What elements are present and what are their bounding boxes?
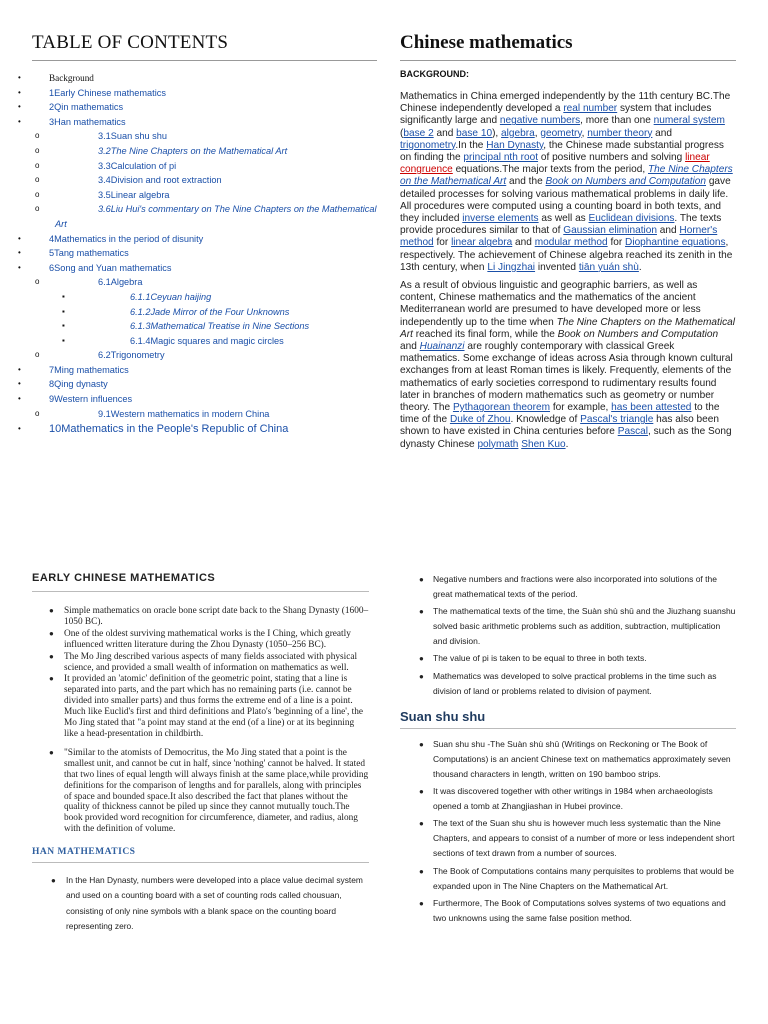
toc-item[interactable] — [18, 246, 377, 261]
toc-bullet: • — [18, 424, 21, 434]
early-section-title: EARLY CHINESE MATHEMATICS — [32, 572, 369, 592]
toc-item-number: 3.6 — [98, 204, 111, 215]
toc-item-number: 6.1.2 — [130, 306, 151, 317]
toc-item-label: Suan shu shu — [110, 131, 167, 142]
bullet-dot: ● — [419, 654, 424, 664]
toc-item-label: Ming mathematics — [54, 364, 129, 375]
article-link[interactable]: linear algebra — [451, 237, 513, 249]
list-item-text: Mathematics was developed to solve practical problems in the time such as division of land or problems related to division of payment. — [433, 670, 717, 696]
toc-item-label: Algebra — [110, 277, 143, 288]
article-text: gave detailed processes for solving various mathematical problems in daily life. All procedures were computed using a counting board in both texts, and they included — [400, 176, 731, 225]
article-link[interactable]: tiān yuán shù — [578, 261, 639, 273]
list-item-text: In the Han Dynasty, numbers were developed into a place value decimal system and used on a counting board with a set of counting rods called chousuan, consisting of only nine symbols with a blank space on the counting board representing zero. — [66, 875, 363, 931]
toc-bullet: o — [35, 204, 40, 214]
article-text: to the time of the — [400, 402, 720, 426]
toc-item-number: 6.1.1 — [130, 291, 151, 302]
toc-item[interactable] — [32, 144, 377, 159]
toc-item[interactable] — [32, 159, 377, 174]
article-link[interactable]: Gaussian elimination — [563, 225, 657, 237]
article-link[interactable]: algebra — [501, 127, 535, 139]
article-text: ), — [492, 127, 502, 139]
toc-item[interactable] — [18, 71, 377, 86]
han-continued-list — [419, 572, 736, 699]
article-link[interactable]: Pythagorean theorem — [452, 402, 551, 414]
list-item — [49, 628, 369, 651]
toc-item[interactable] — [32, 129, 377, 144]
toc-item-number: 5 — [49, 248, 55, 259]
article-text: , the Chinese made substantial progress on finding the — [400, 139, 724, 164]
toc-list — [18, 71, 377, 437]
article-link[interactable]: modular method — [534, 237, 608, 249]
toc-bullet: ▪ — [62, 306, 65, 316]
toc-item-label: Liu Hui's commentary on The Nine Chapters on the Mathematical Art — [55, 204, 377, 229]
toc-item-label: Han mathematics — [54, 116, 126, 127]
article-text: , such as the Song dynasty Chinese — [400, 426, 732, 450]
article-chinese-mathematics — [400, 32, 736, 517]
toc-bullet: o — [35, 350, 40, 360]
article-text: and — [652, 127, 673, 139]
article-link[interactable]: inverse elements — [462, 213, 539, 225]
list-item — [419, 816, 736, 861]
section-early-chinese-mathematics — [32, 572, 369, 1024]
toc-item-number: 1 — [49, 87, 55, 98]
toc-item[interactable] — [18, 115, 377, 130]
list-item — [419, 669, 736, 699]
article-text: system that includes significantly large and — [400, 103, 712, 127]
suan-shu-shu-list — [419, 737, 736, 926]
article-link[interactable]: Pascal's triangle — [580, 414, 654, 426]
article-link[interactable]: Diophantine equations — [625, 237, 726, 249]
list-item — [419, 896, 736, 926]
article-text: and — [512, 237, 535, 249]
article-link[interactable]: Book on Numbers and Computation — [545, 176, 707, 188]
article-link[interactable]: Huainanzi — [419, 341, 465, 353]
article-text: for — [433, 237, 452, 249]
bullet-dot: ● — [49, 651, 54, 661]
toc-item-number: 8 — [49, 379, 55, 390]
toc-item-label: Western mathematics in modern China — [110, 408, 270, 419]
toc-item[interactable] — [18, 392, 377, 407]
article-text: . — [565, 438, 569, 450]
article-link[interactable]: Pascal — [617, 426, 649, 438]
toc-item[interactable] — [18, 100, 377, 115]
toc-item-label: Calculation of pi — [110, 160, 177, 171]
toc-item-label: Background — [49, 73, 94, 83]
list-item — [49, 651, 369, 674]
article-text: for — [607, 237, 626, 249]
article-text: and — [433, 127, 457, 139]
list-item — [49, 674, 369, 739]
article-text: . — [638, 261, 642, 273]
list-item-text: Suan shu shu -The Suàn shù shū (Writings on Reckoning or The Book of Computations) is an ancient Chinese text on mathematics approximately seven thousand characters in length, written on 190 bamboo strips. — [433, 738, 731, 779]
bullet-dot: ● — [419, 607, 424, 617]
section-han-continued — [400, 572, 736, 1024]
toc-item-number: 3.4 — [98, 175, 111, 186]
toc-item[interactable] — [32, 334, 377, 349]
toc-item-number: 3.5 — [98, 189, 111, 200]
article-link[interactable]: negative numbers — [499, 115, 581, 127]
article-link[interactable]: real number — [563, 103, 618, 115]
article-text: has also been shown to have existed in China centuries before — [400, 414, 719, 438]
toc-item[interactable] — [18, 363, 377, 378]
toc-item-label: Trigonometry — [110, 350, 165, 361]
article-text: The Nine Chapters on the Mathematical Art — [400, 316, 735, 340]
background-paragraph-1 — [400, 91, 736, 274]
list-item — [419, 572, 736, 602]
bullet-dot: ● — [49, 606, 54, 615]
article-text: , respectively. The achievement of Chinese algebra reached its zenith in the 13th century, when — [400, 237, 733, 273]
toc-item-label: Mathematics in the period of disunity — [54, 233, 204, 244]
toc-item-label: Tang mathematics — [54, 248, 129, 259]
toc-item[interactable] — [32, 202, 377, 231]
article-link[interactable]: The Nine Chapters on the Mathematical Art — [400, 164, 733, 188]
toc-bullet: • — [18, 379, 21, 389]
bullet-dot: ● — [419, 671, 424, 681]
toc-item[interactable] — [32, 173, 377, 188]
article-text: invented — [535, 261, 579, 273]
list-item-text: It was discovered together with other writings in 1984 when archaeologists opened a tomb at Zhangjiashan in Hubei province. — [433, 786, 713, 812]
toc-item[interactable] — [32, 305, 377, 320]
table-of-contents — [18, 32, 377, 442]
toc-item-number: 4 — [49, 233, 55, 244]
toc-bullet: o — [35, 277, 40, 287]
toc-item-label: Mathematics in the People's Republic of China — [61, 423, 289, 436]
toc-item-number: 6.1 — [98, 277, 111, 288]
toc-item-number: 2 — [49, 102, 55, 113]
bullet-dot: ● — [49, 747, 54, 757]
bullet-dot: ● — [49, 674, 54, 684]
han-bullet-list — [51, 873, 369, 934]
toc-item[interactable] — [18, 377, 377, 392]
article-link[interactable]: Euclidean divisions — [588, 213, 675, 225]
article-text: As a result of obvious linguistic and geographic barriers, as well as content, Chinese mathematics and the mathematics of the ancient Mediterranean world are presumed to have developed more or less independently up to the time when — [400, 280, 701, 328]
toc-item[interactable] — [32, 319, 377, 334]
toc-bullet: o — [35, 145, 40, 155]
toc-item-label: Qing dynasty — [54, 379, 108, 390]
article-link[interactable]: principal nth root — [463, 152, 539, 164]
list-item-text: It provided an 'atomic' definition of the geometric point, stating that a line is separated into parts, and the part which has no remaining parts (i.e. cannot be divided into smaller parts) and thus forms the extreme end of a line is a point. Much like Euclid's first and third definitions and Plato's 'beginning of a line', the Mo Jing stated that "a point may stand at the end (of a line) or at its beginning like a head-presentation in childbirth. — [64, 674, 363, 739]
article-text: ( — [400, 127, 404, 139]
list-item — [419, 784, 736, 814]
toc-bullet: ▪ — [62, 291, 65, 301]
article-link[interactable]: Duke of Zhou — [449, 414, 511, 426]
toc-bullet: • — [18, 73, 21, 82]
toc-item-label: Division and root extraction — [110, 175, 222, 186]
article-link[interactable]: base 2 — [403, 127, 434, 139]
list-item-text: The value of pi is taken to be equal to three in both texts. — [433, 653, 647, 664]
list-item-text: One of the oldest surviving mathematical works is the I Ching, which greatly influenced written literature during the Zhou Dynasty (1050–256 BC). — [64, 628, 351, 650]
toc-item[interactable] — [18, 261, 377, 276]
article-link[interactable]: polymath — [477, 438, 519, 450]
article-text: reached its final form, while the — [412, 328, 558, 340]
toc-item-label: Western influences — [54, 394, 133, 405]
article-text: and — [400, 341, 420, 353]
toc-item-label: Song and Yuan mathematics — [54, 262, 172, 273]
article-text: for example, — [550, 402, 612, 414]
toc-item-label: Early Chinese mathematics — [54, 87, 166, 98]
toc-item-label: Jade Mirror of the Four Unknowns — [150, 306, 290, 317]
bullet-dot: ● — [49, 628, 54, 638]
toc-item-label: Linear algebra — [110, 189, 170, 200]
bullet-dot: ● — [419, 739, 424, 749]
bullet-dot: ● — [419, 575, 424, 584]
list-item — [49, 747, 369, 835]
han-section-title: HAN MATHEMATICS — [32, 847, 369, 863]
toc-item-label: Mathematical Treatise in Nine Sections — [150, 321, 310, 332]
list-item — [49, 606, 369, 628]
list-item-text: The mathematical texts of the time, the Suàn shù shū and the Jiuzhang suanshu solved basic arithmetic problems such as addition, subtraction, multiplication and division. — [433, 606, 736, 647]
toc-bullet: • — [18, 233, 21, 243]
toc-item[interactable] — [32, 188, 377, 203]
article-text: , — [534, 127, 541, 139]
list-item-text: "Similar to the atomists of Democritus, the Mo Jing stated that a point is the smallest unit, and cannot be cut in half, since 'nothing' cannot be halved. It stated that two lines of equal length will always finish at the same place,while providing definitions for the comparison of lengths and for parallels, along with principles of space and bounded space.It also described the fact that planes without the quality of thickness cannot be piled up since they cannot mutually touch.The book provided word recognition for circumference, diameter, and radius, along with the definition of volume. — [64, 747, 369, 835]
article-link[interactable]: base 10 — [456, 127, 493, 139]
toc-bullet: o — [35, 160, 40, 170]
toc-item-number: 6.2 — [98, 350, 111, 361]
toc-item[interactable] — [32, 348, 377, 363]
toc-bullet: • — [18, 394, 21, 404]
article-link[interactable]: has been attested — [611, 402, 692, 414]
article-text: Book on Numbers and Computation — [557, 328, 719, 340]
toc-item-number: 6.1.4 — [130, 335, 151, 346]
toc-item-label: Qin mathematics — [54, 102, 124, 113]
list-item — [419, 604, 736, 649]
suan-shu-shu-title: Suan shu shu — [400, 709, 736, 729]
list-item-text: The Book of Computations contains many perquisites to problems that would be expanded upon in The Nine Chapters on the Mathematical Art. — [433, 865, 734, 891]
bullet-dot: ● — [51, 876, 56, 886]
toc-bullet: o — [35, 131, 40, 141]
toc-item-number: 3.3 — [98, 160, 111, 171]
toc-bullet: ▪ — [62, 335, 65, 345]
toc-bullet: • — [18, 102, 21, 112]
bullet-dot: ● — [419, 898, 424, 908]
article-link[interactable]: numeral system — [653, 115, 725, 127]
article-link[interactable]: Han Dynasty — [486, 139, 544, 151]
bullet-dot: ● — [419, 819, 424, 829]
toc-item-number: 6.1.3 — [130, 321, 151, 332]
toc-item-label: Magic squares and magic circles — [150, 335, 284, 346]
toc-item-label: Ceyuan haijing — [150, 291, 212, 302]
toc-item[interactable] — [18, 86, 377, 101]
article-link-missing[interactable]: linear congruence — [400, 152, 710, 176]
article-text: equations.The major texts from the period, — [452, 164, 649, 176]
toc-item[interactable] — [18, 421, 377, 437]
toc-bullet: • — [18, 262, 21, 272]
list-item — [419, 737, 736, 782]
list-item-text: Negative numbers and fractions were also incorporated into solutions of the great mathematical texts of the period. — [433, 574, 717, 600]
list-item-text: The Mo Jing described various aspects of many fields associated with physical science, and provided a small wealth of information on mathematics as well. — [64, 651, 358, 673]
toc-bullet: o — [35, 408, 40, 418]
toc-bullet: • — [18, 116, 21, 126]
article-text: , — [581, 127, 588, 139]
bullet-dot: ● — [419, 866, 424, 876]
article-text: are roughly contemporary with classical Greek mathematics. Some exchange of ideas across Asia through known cultural exchanges from at least Roman times is likely. Frequently, elements of the mathematics of early societies correspond to rudimentary results found later in branches of modern mathematics such as geometry or number theory. The — [400, 341, 733, 414]
toc-item-number: 7 — [49, 364, 55, 375]
bullet-dot: ● — [419, 787, 424, 797]
article-text: , more than one — [580, 115, 654, 127]
article-link[interactable]: geometry — [540, 127, 582, 139]
toc-item[interactable] — [18, 232, 377, 247]
toc-title: TABLE OF CONTENTS — [32, 32, 377, 61]
toc-item-number: 3.2 — [98, 145, 111, 156]
article-text: of positive numbers and solving — [538, 152, 686, 164]
list-item-text: Simple mathematics on oracle bone script date back to the Shang Dynasty (1600–1050 BC). — [64, 606, 369, 627]
list-item-text: Furthermore, The Book of Computations solves systems of two equations and two unknowns using the same false position method. — [433, 897, 726, 923]
toc-item-number: 3.1 — [98, 131, 111, 142]
article-link[interactable]: number theory — [587, 127, 653, 139]
early-bullet-list — [49, 606, 369, 835]
article-link[interactable]: Horner's method — [400, 225, 718, 249]
list-item-text: The text of the Suan shu shu is however much less systematic than the Nine Chapters, and appears to consist of a number of more or less independent short sections of text drawn from a number of sources. — [433, 818, 735, 859]
toc-item-number: 9 — [49, 394, 55, 405]
article-text: . The texts provide procedures similar to that of — [400, 213, 722, 237]
article-text: and — [656, 225, 680, 237]
toc-item-number: 3 — [49, 116, 55, 127]
toc-bullet: ▪ — [62, 321, 65, 331]
toc-item-label: The Nine Chapters on the Mathematical Art — [110, 145, 288, 156]
article-text: as well as — [538, 213, 589, 225]
toc-item-number: 10 — [49, 423, 62, 436]
list-item — [419, 651, 736, 666]
toc-item[interactable] — [32, 275, 377, 290]
list-item — [51, 873, 369, 934]
toc-item[interactable] — [32, 290, 377, 305]
article-text: . Knowledge of — [510, 414, 581, 426]
article-title: Chinese mathematics — [400, 32, 736, 61]
article-text: Mathematics in China emerged independently by the 11th century BC.The Chinese independently developed a — [400, 91, 731, 115]
toc-bullet: • — [18, 364, 21, 374]
toc-item-number: 9.1 — [98, 408, 111, 419]
toc-item-number: 6 — [49, 262, 55, 273]
toc-bullet: o — [35, 175, 40, 185]
article-link[interactable]: trigonometry — [400, 139, 456, 151]
toc-bullet: o — [35, 189, 40, 199]
background-paragraph-2 — [400, 280, 736, 451]
list-item — [419, 864, 736, 894]
background-heading: BACKGROUND: — [400, 69, 469, 79]
article-text: and the — [506, 176, 546, 188]
article-link[interactable]: Li Jingzhai — [487, 261, 536, 273]
toc-bullet: • — [18, 248, 21, 258]
toc-item[interactable] — [32, 407, 377, 422]
article-link[interactable]: Shen Kuo — [521, 438, 566, 450]
article-text: .In the — [455, 139, 487, 151]
toc-bullet: • — [18, 87, 21, 97]
